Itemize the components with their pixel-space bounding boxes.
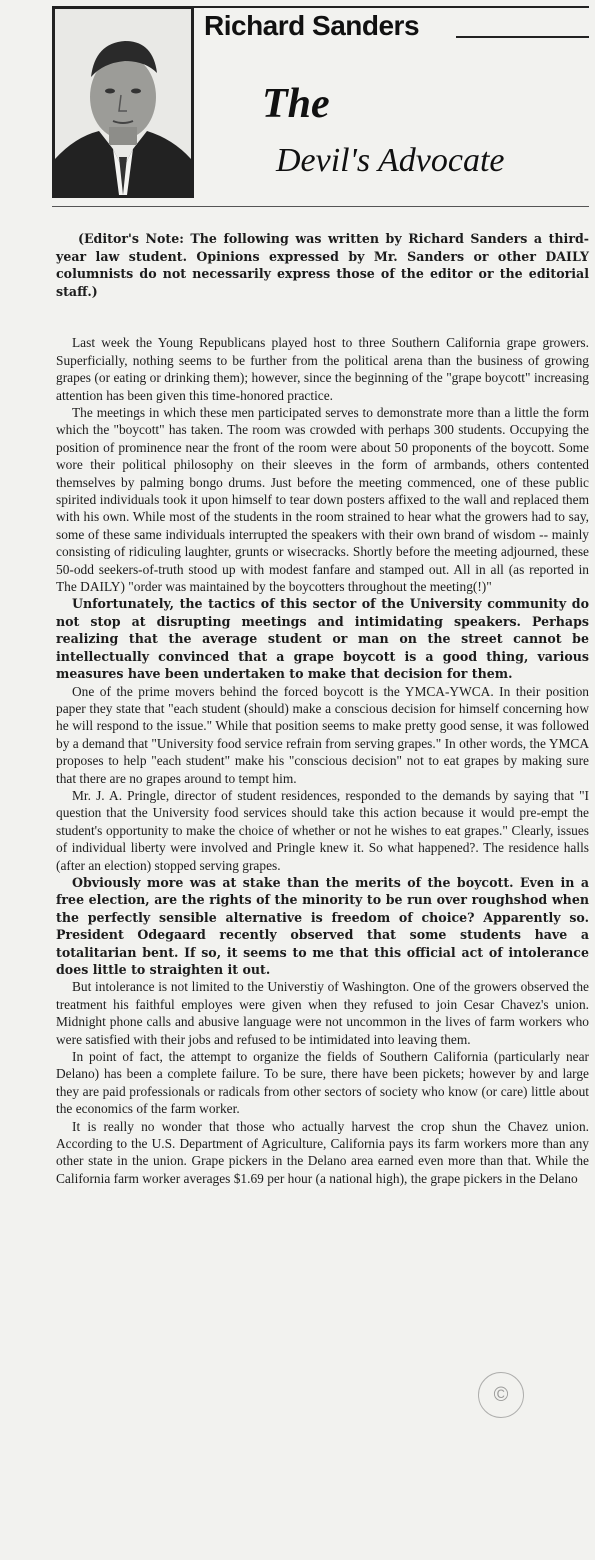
article-paragraph: One of the prime movers behind the forced boycott is the YMCA-YWCA. In their position paper they state that "each student (should) make a conscious decision for himself concerning how he will respond to the issue." While that position seems to make pretty good sense, it was followed by a demand that "University food service refrain from serving grapes." In other words, the YMCA proposes to help "each student" make his "conscious decision" not to eat grapes by making sure that there are no grapes around to tempt him. (56, 683, 589, 786)
byline-rule (456, 36, 589, 38)
column-title-line1: The (262, 81, 330, 127)
column-author-byline: Richard Sanders (204, 10, 420, 41)
article-paragraph: Mr. J. A. Pringle, director of student residences, responded to the demands by saying that "I question that the University food services should take this action because it would pre-empt the student's opportunity to make the choice of whether or not he wishes to eat grapes." Clearly, issues of individual liberty were involved and Pringle knew it. So what happened?. The residence halls (after an election) stopped serving grapes. (56, 787, 589, 873)
portrait-photo-icon (55, 9, 191, 195)
article-paragraph-bold: Obviously more was at stake than the merits of the boycott. Even in a free election, are the rights of the minority to be run over roughshod when the perfectly sensible alternative is freedom of choice? Apparently so. President Odegaard recently observed that some students have a totalitarian bent. If so, it seems to me that this official act of intolerance does little to straighten it out. (56, 874, 589, 977)
author-portrait (52, 6, 194, 198)
copyright-stamp-icon: © (478, 1372, 524, 1418)
article-paragraph: Last week the Young Republicans played host to three Southern California grape growers. Superficially, nothing seems to be further from the political arena than the business of growing grapes (or eating or drinking them); however, since the beginning of the "grape boycott" increasing attention has been given this time-honored practice. (56, 335, 589, 403)
editors-note: (Editor's Note: The following was written by Richard Sanders a third-year law student. Opinions expressed by Mr. Sanders or other DAILY columnists do not necessarily express those of the editor or the editorial staff.) (56, 231, 589, 299)
column-title-line2: Devil's Advocate (276, 142, 505, 179)
article-paragraph: In point of fact, the attempt to organize the fields of Southern California (particularly near Delano) has been a complete failure. To be sure, there have been pickets; however by and large they are paid professionals or radicals from other sectors of society who know (or care) little about the economics of the farm worker. (56, 1049, 589, 1117)
article-paragraph: It is really no wonder that those who actually harvest the crop shun the Chavez union. According to the U.S. Department of Agriculture, California pays its farm workers more than any other state in the union. Grape pickers in the Delano area earned even more than that. While the California farm worker averages $1.69 per hour (a national high), the grape pickers in the Delano (56, 1118, 589, 1186)
article-body (56, 230, 589, 1187)
article-paragraph-bold: Unfortunately, the tactics of this sector of the University community do not stop at disrupting meetings and intimidating speakers. Perhaps realizing that the average student or man on the street cannot be intellectually convinced that a grape boycott is a good thing, various measures have been undertaken to make that decision for them. (56, 596, 589, 682)
article-paragraph: The meetings in which these men participated serves to demonstrate more than a little the form which the "boycott" has taken. The room was crowded with perhaps 300 students. Occupying the position of prominence near the front of the room were about 50 proponents of the boycott. Some wore their political philosophy on their sleeves in the form of armbands, others contented themselves by palming bongo drums. Just before the meeting commenced, one of these public spirited individuals took it upon himself to tear down posters affixed to the wall and replaced them with his own. While most of the students in the room strained to hear what the growers had to say, some of these same individuals interrupted the speakers with their own brand of wisdom -- mainly consisting of ridiculing laughter, grunts or wisecracks. Shortly before the meeting adjourned, these 50-odd seekers-of-truth stood up with modest fanfare and stamped out. All in all (as reported in The DAILY) "order was maintained by the boycotters throughout the meeting(!)" (56, 405, 589, 595)
article-paragraph: But intolerance is not limited to the Universtiy of Washington. One of the growers observed the treatment his faithful employes were given when they refused to join Cesar Chavez's union. Midnight phone calls and abusive language were not uncommon in the lives of farm workers who were satisfied with their jobs and refused to be intimidated into leaving them. (56, 979, 589, 1047)
header-bottom-rule (52, 206, 589, 207)
